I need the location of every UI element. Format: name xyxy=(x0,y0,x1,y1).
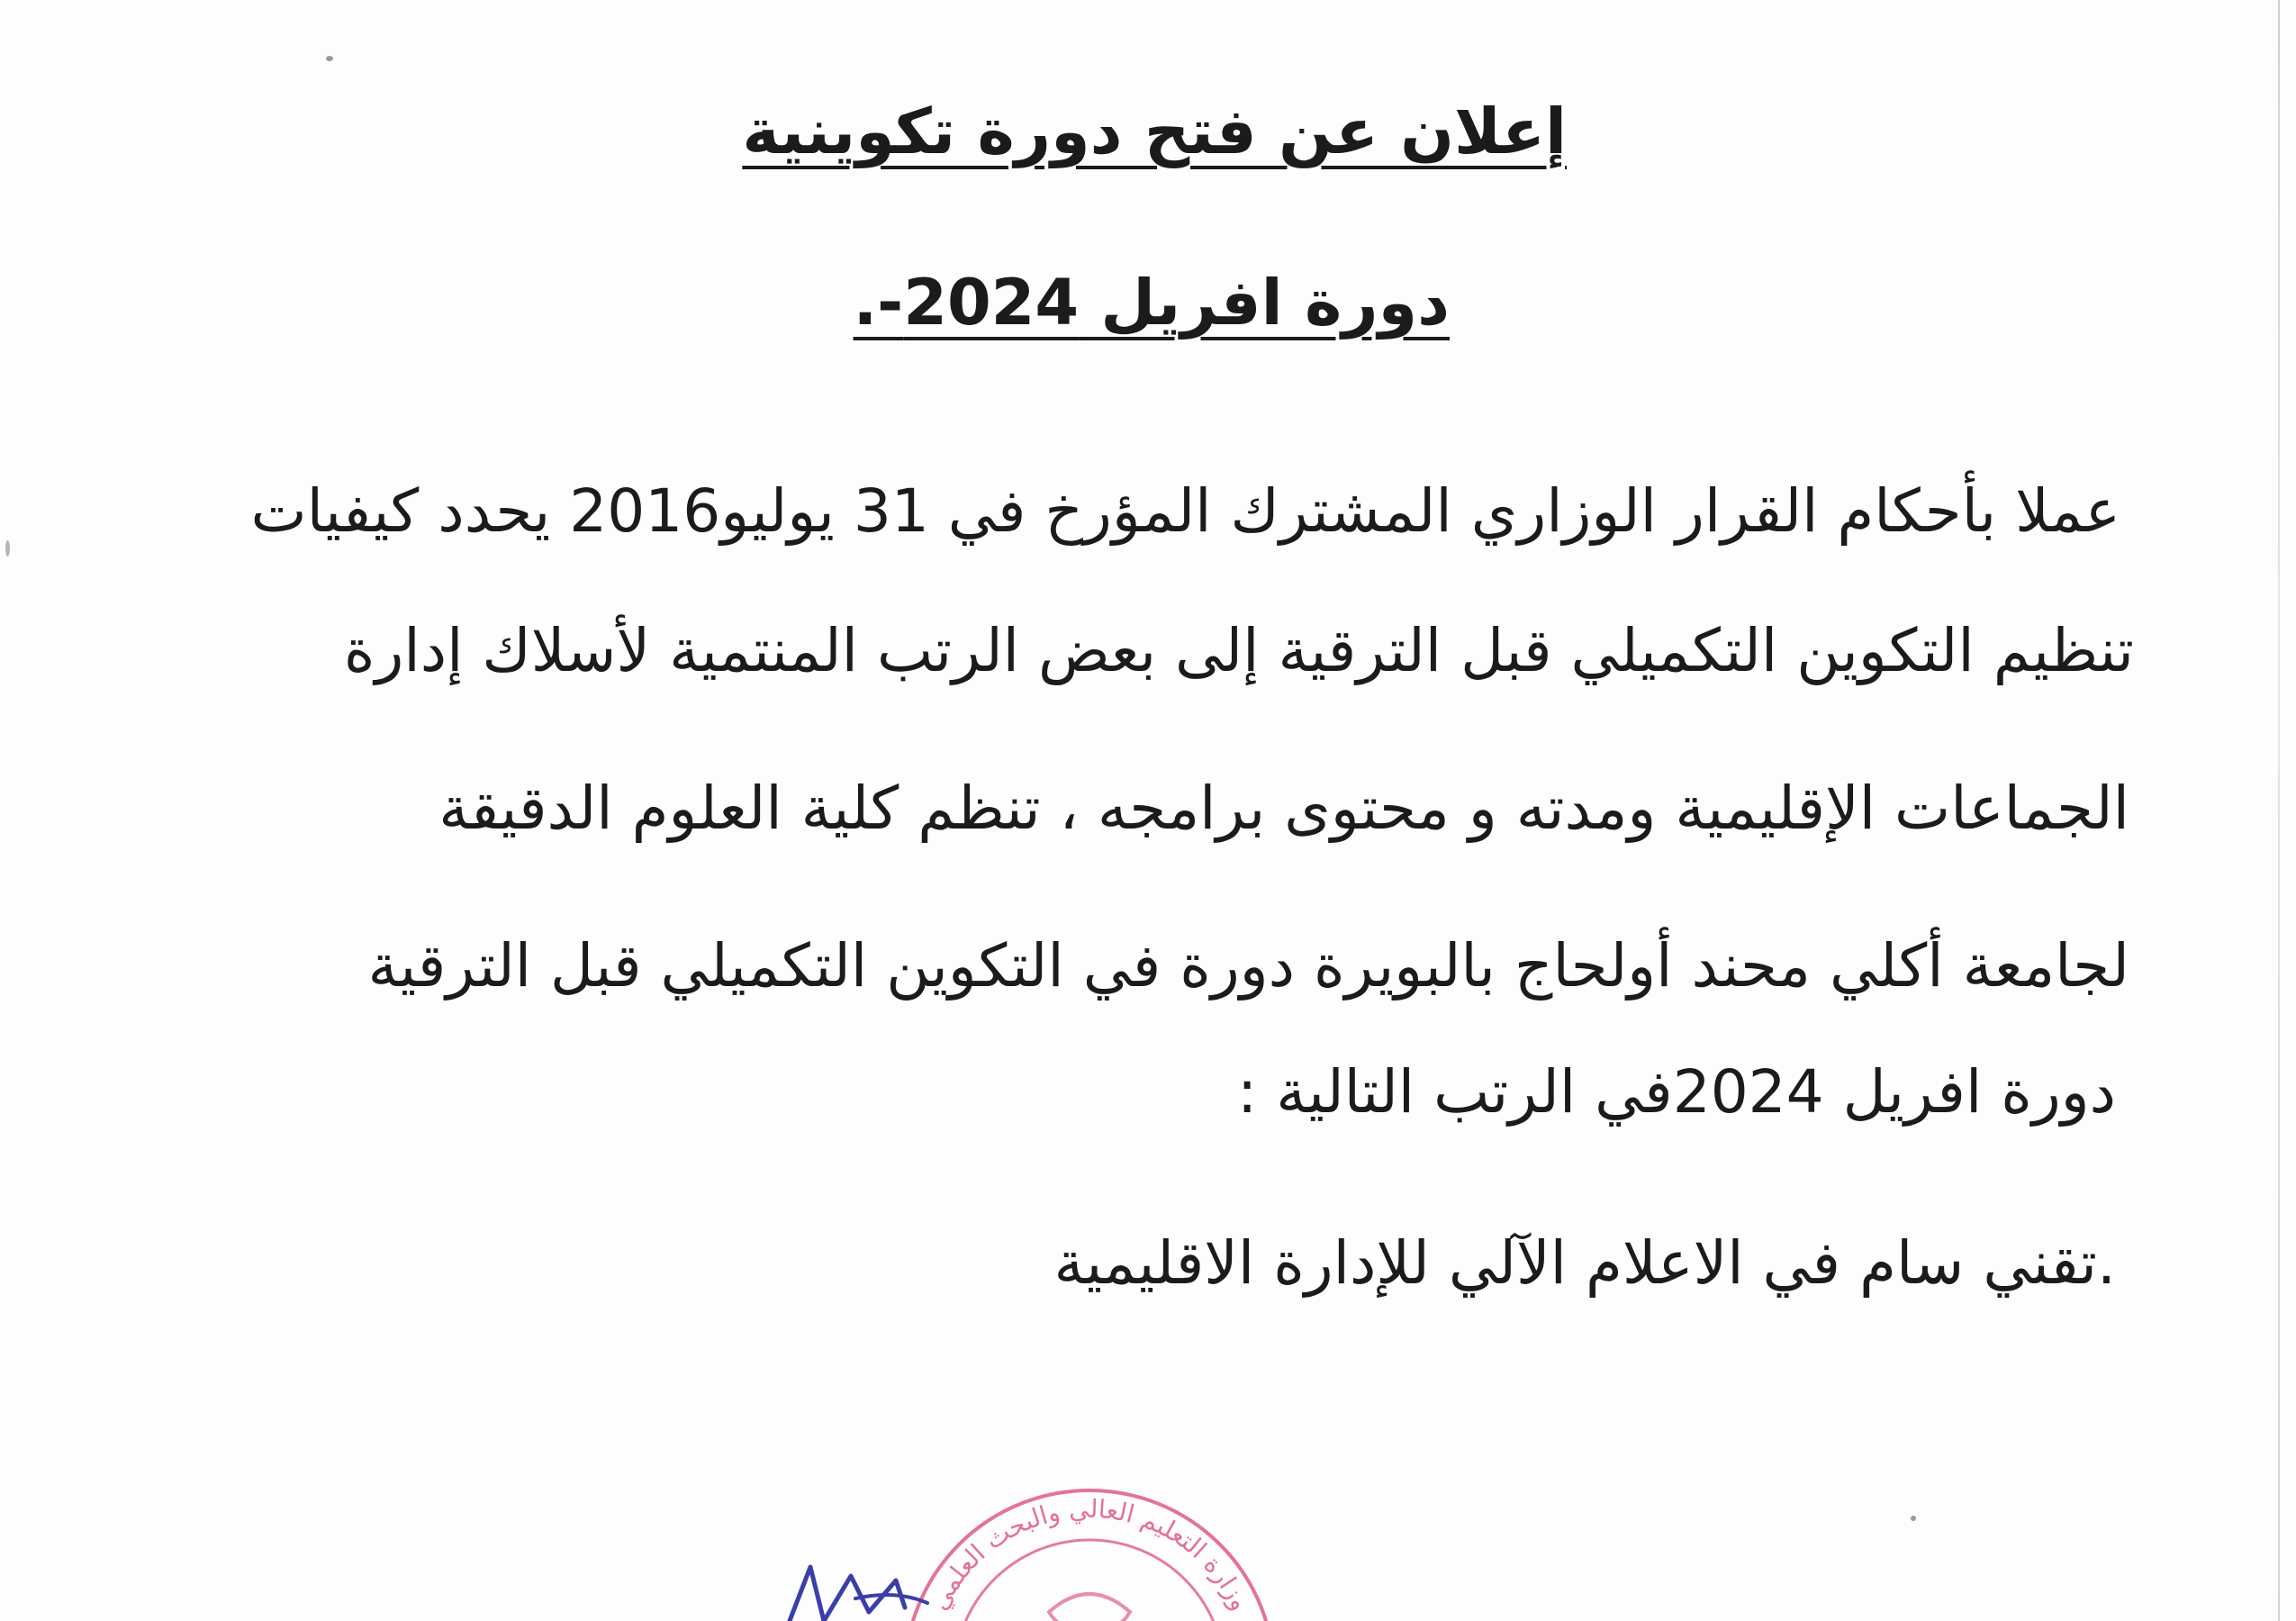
scan-speck xyxy=(1911,1516,1916,1521)
scan-speck xyxy=(326,56,333,61)
body-line: دورة افريل 2024في الرتب التالية : xyxy=(1237,1057,2116,1127)
document-title: إعلان عن فتح دورة تكوينية xyxy=(742,95,1567,168)
session-subtitle: دورة افريل 2024-. xyxy=(853,266,1450,340)
body-line: لجامعة أكلي محند أولحاج بالبويرة دورة في التكوين التكميلي قبل الترقية xyxy=(367,931,2129,1001)
body-line: الجماعات الإقليمية ومدته و محتوى برامجه ، تنظم كلية العلوم الدقيقة xyxy=(438,774,2129,843)
body-line: تنظيم التكوين التكميلي قبل الترقية إلى بعض الرتب المنتمية لأسلاك إدارة xyxy=(343,616,2134,685)
stamp-emblem xyxy=(1049,1594,1130,1621)
body-line: عملا بأحكام القرار الوزاري المشترك المؤرخ في 31 يوليو2016 يحدد كيفيات xyxy=(250,476,2120,546)
signature-mark xyxy=(770,1558,1040,1621)
grade-list-item: .تقني سام في الاعلام الآلي للإدارة الاقليمية xyxy=(1053,1228,2116,1298)
scan-speck xyxy=(5,540,10,557)
stamp-arc-text: وزارة التعليم العالي والبحث العلمي xyxy=(924,1493,1256,1616)
scan-edge-shadow xyxy=(2278,0,2280,1621)
